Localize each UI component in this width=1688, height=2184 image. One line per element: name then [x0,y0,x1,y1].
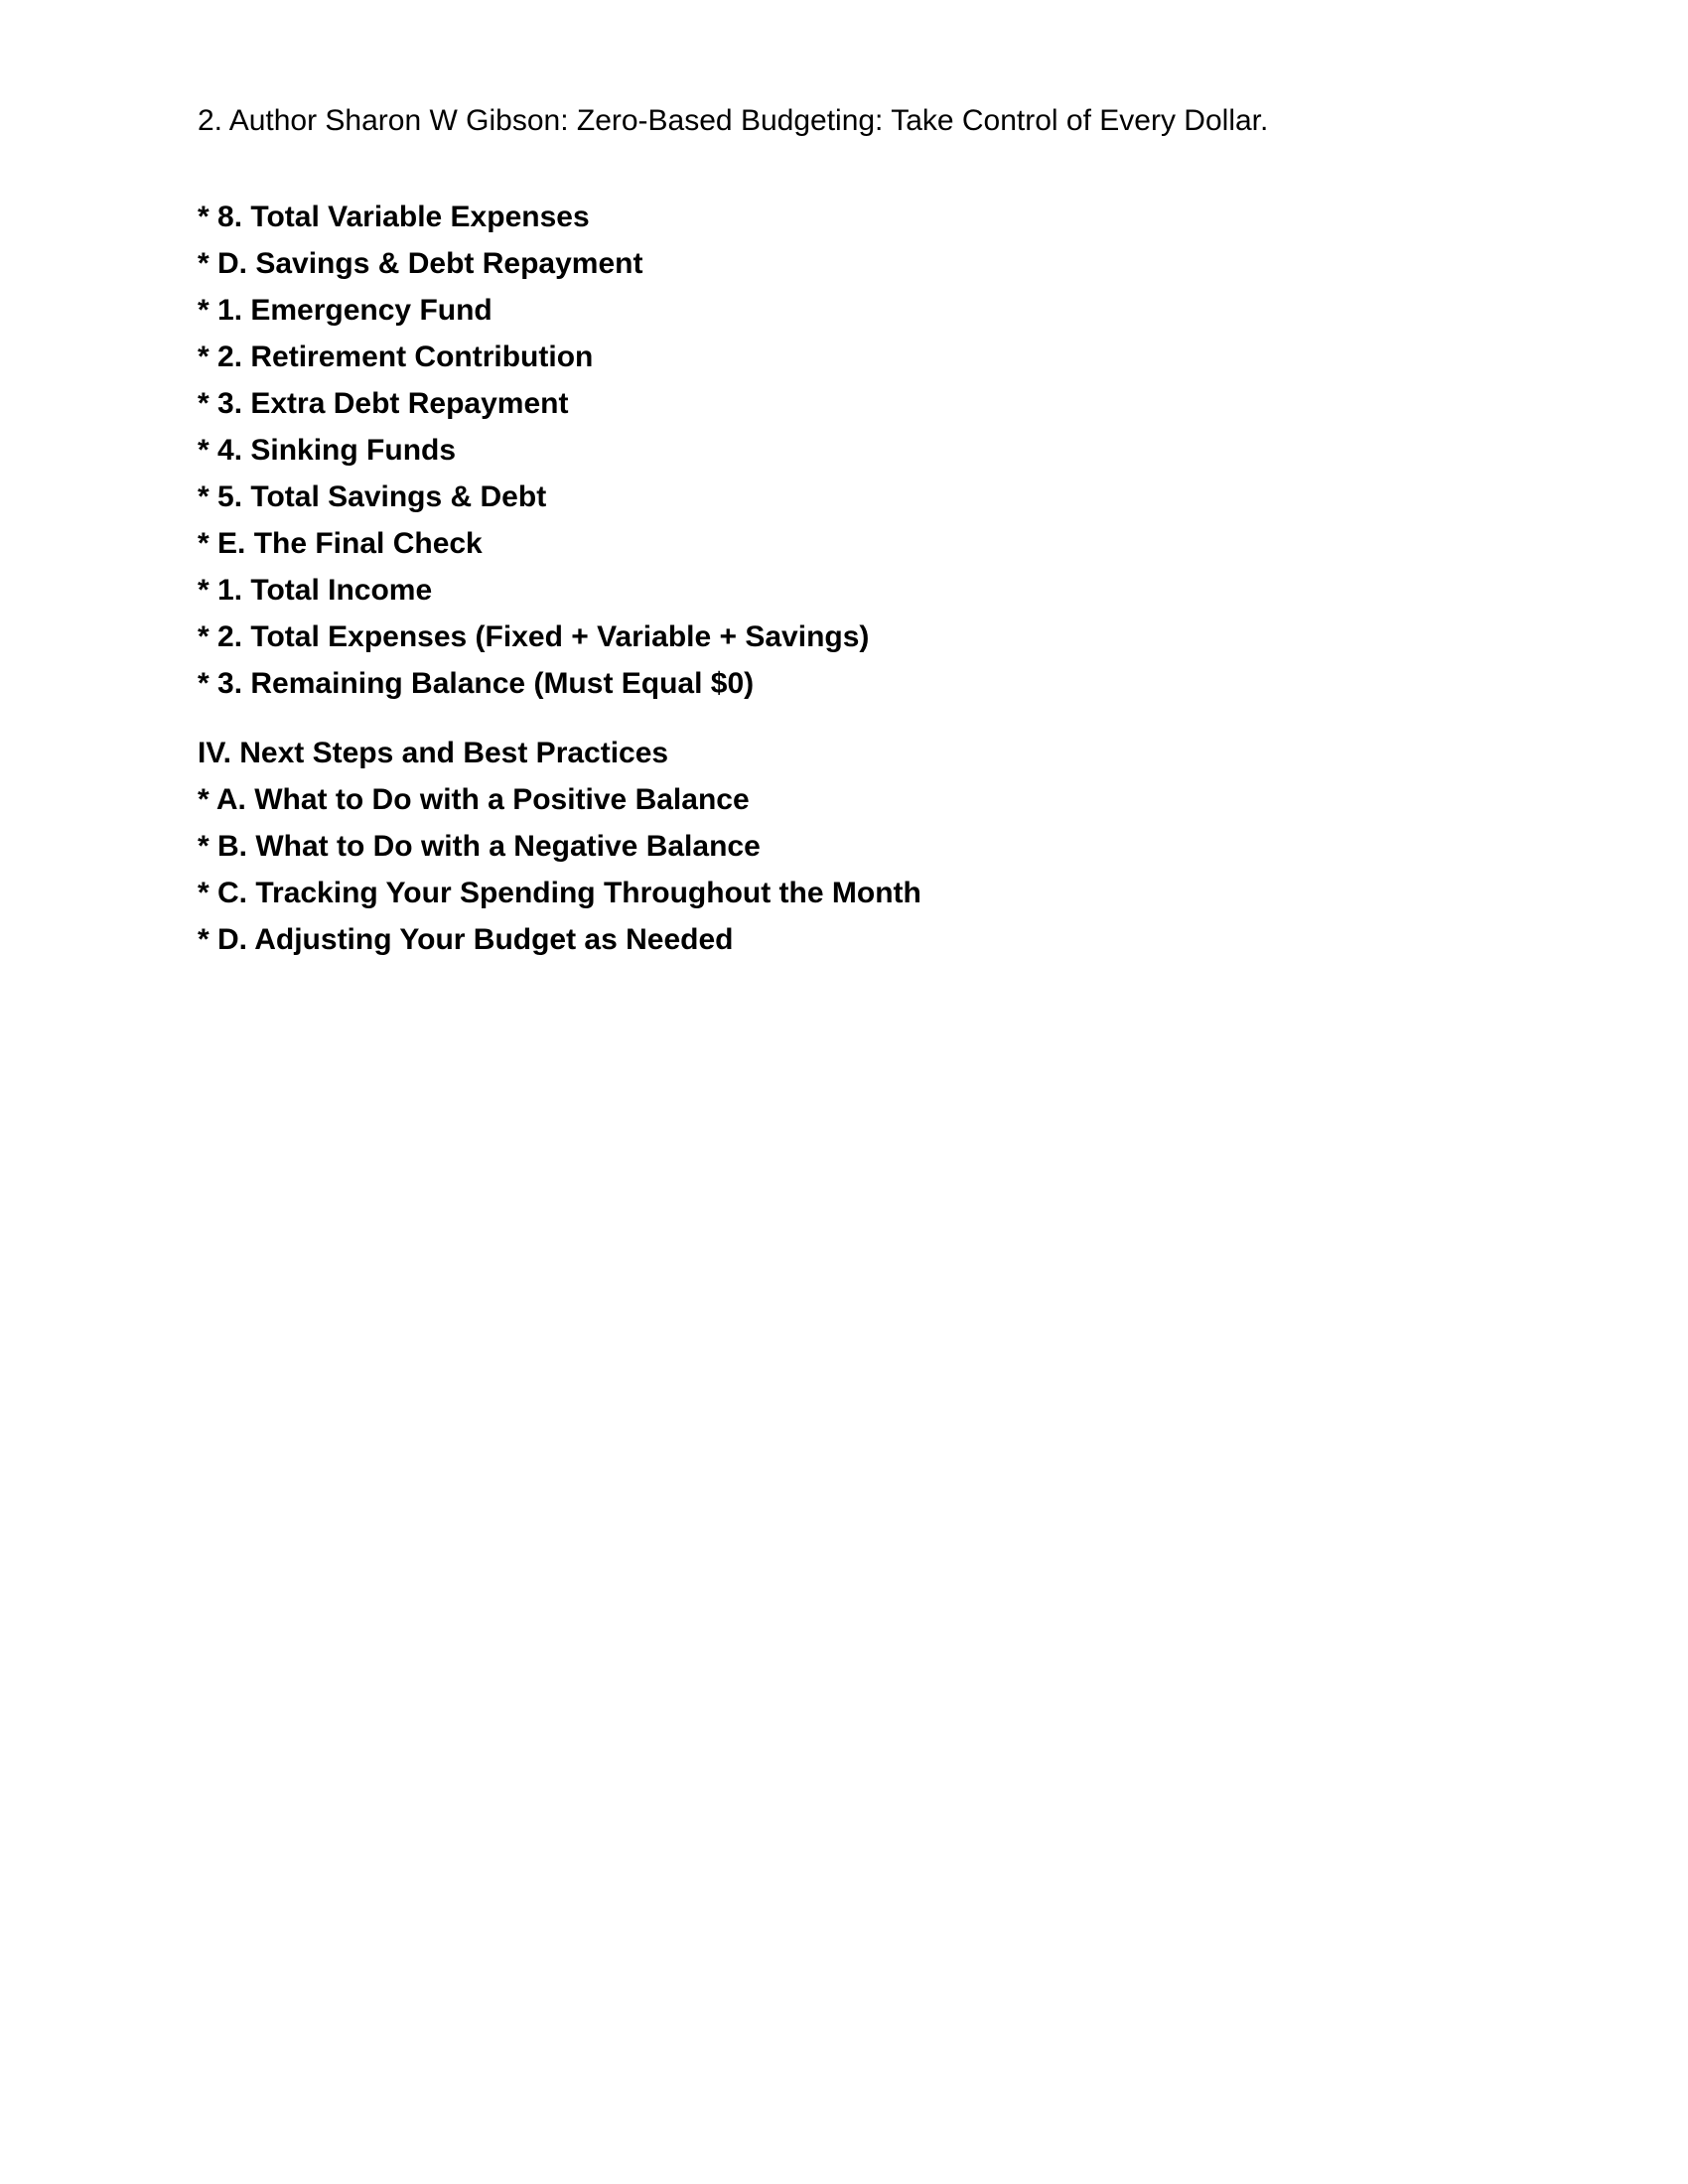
section-iv-item: * B. What to Do with a Negative Balance [198,830,761,863]
outline-item: * 1. Emergency Fund [198,294,492,327]
outline-item: * 5. Total Savings & Debt [198,480,547,513]
section-iv-list [198,776,1488,963]
author-title-line: 2. Author Sharon W Gibson: Zero-Based Budgeting: Take Control of Every Dollar. [198,104,1269,137]
outline-item: * 3. Remaining Balance (Must Equal $0) [198,667,755,700]
outline-item: * 3. Extra Debt Repayment [198,387,569,420]
outline-item: * 2. Retirement Contribution [198,341,594,373]
outline-item: * 1. Total Income [198,574,433,607]
outline-item: * D. Savings & Debt Repayment [198,247,643,280]
section-iv [198,730,1488,963]
outline-list [198,194,1488,707]
page-content [198,95,1488,963]
section-heading: IV. Next Steps and Best Practices [198,737,669,769]
outline-item: * 8. Total Variable Expenses [198,201,590,233]
outline-item: * 2. Total Expenses (Fixed + Variable + Savings) [198,620,870,653]
section-iv-item: * D. Adjusting Your Budget as Needed [198,923,734,956]
outline-item: * 4. Sinking Funds [198,434,457,467]
outline-item: * E. The Final Check [198,527,483,560]
section-iv-item: * A. What to Do with a Positive Balance [198,783,750,816]
section-iv-item: * C. Tracking Your Spending Throughout the Month [198,877,921,909]
